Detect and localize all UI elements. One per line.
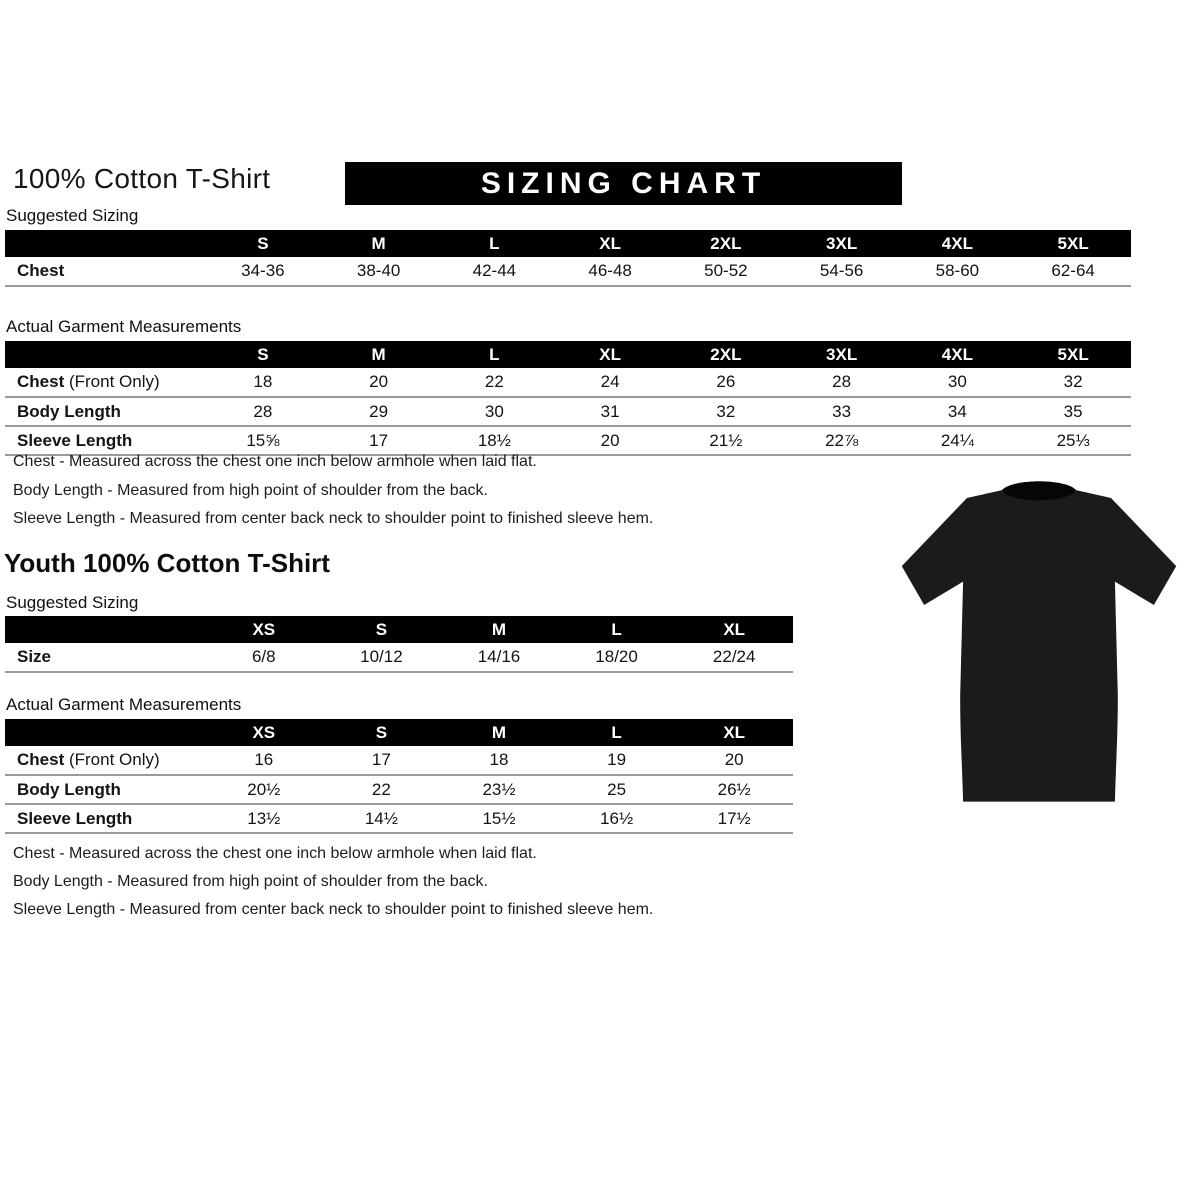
adult-actual-measurements-table <box>5 341 1131 456</box>
measurement-row <box>5 426 1131 455</box>
measurement-value-cell: 50-52 <box>668 257 784 286</box>
measurement-value-cell: 16 <box>205 746 323 775</box>
measurement-value-cell: 30 <box>900 368 1016 397</box>
measurement-value-cell: 18 <box>440 746 558 775</box>
measurement-row <box>5 368 1131 397</box>
measurement-value-cell: 30 <box>437 397 553 426</box>
adult-suggested-sizing-table <box>5 230 1131 287</box>
measurement-value-cell: 29 <box>321 397 437 426</box>
measurement-value-cell: 31 <box>552 397 668 426</box>
measurement-value-cell: 33 <box>784 397 900 426</box>
size-column-header: XS <box>205 719 323 746</box>
header-label-cell <box>5 719 205 746</box>
measurement-row <box>5 257 1131 286</box>
measurement-value-cell: 14½ <box>323 804 441 833</box>
size-column-header: XL <box>552 341 668 368</box>
adult-actual-measurements-label: Actual Garment Measurements <box>6 317 242 336</box>
measurement-value-cell: 17 <box>321 426 437 455</box>
row-label-cell: Sleeve Length <box>5 426 205 455</box>
measurement-value-cell: 20 <box>321 368 437 397</box>
size-header-row <box>5 230 1131 257</box>
measurement-value-cell: 22 <box>437 368 553 397</box>
size-column-header: M <box>321 230 437 257</box>
size-header-row <box>5 719 793 746</box>
size-column-header: S <box>323 719 441 746</box>
measurement-value-cell: 18½ <box>437 426 553 455</box>
adult-product-title: 100% Cotton T-Shirt <box>13 163 271 194</box>
size-column-header: L <box>437 341 553 368</box>
measurement-value-cell: 34 <box>900 397 1016 426</box>
size-column-header: XL <box>552 230 668 257</box>
measurement-value-cell: 28 <box>205 397 321 426</box>
measurement-value-cell: 15½ <box>440 804 558 833</box>
measurement-value-cell: 34-36 <box>205 257 321 286</box>
measurement-value-cell: 20½ <box>205 775 323 804</box>
measurement-value-cell: 25 <box>558 775 676 804</box>
measurement-value-cell: 62-64 <box>1015 257 1131 286</box>
size-column-header: XL <box>675 616 793 643</box>
sizing-chart-banner <box>345 162 902 205</box>
measurement-value-cell: 10/12 <box>323 643 441 672</box>
size-header-row <box>5 341 1131 368</box>
measurement-value-cell: 32 <box>1015 368 1131 397</box>
measurement-value-cell: 6/8 <box>205 643 323 672</box>
size-column-header: S <box>323 616 441 643</box>
measurement-row <box>5 804 793 833</box>
youth-actual-measurements-table <box>5 719 793 834</box>
measurement-value-cell: 26½ <box>675 775 793 804</box>
header-label-cell <box>5 616 205 643</box>
size-column-header: L <box>558 616 676 643</box>
measurement-value-cell: 21½ <box>668 426 784 455</box>
youth-suggested-sizing-label: Suggested Sizing <box>6 593 139 612</box>
size-column-header: 2XL <box>668 230 784 257</box>
size-column-header: XS <box>205 616 323 643</box>
size-column-header: 2XL <box>668 341 784 368</box>
adult-note-sleeve-length: Sleeve Length - Measured from center back neck to shoulder point to finished sleeve hem. <box>13 510 654 527</box>
row-label-cell: Chest (Front Only) <box>5 368 205 397</box>
youth-suggested-sizing-table <box>5 616 793 673</box>
row-label-cell: Sleeve Length <box>5 804 205 833</box>
measurement-value-cell: 54-56 <box>784 257 900 286</box>
measurement-value-cell: 18 <box>205 368 321 397</box>
size-column-header: 5XL <box>1015 341 1131 368</box>
row-label-cell: Body Length <box>5 775 205 804</box>
size-column-header: 4XL <box>900 341 1016 368</box>
black-tshirt-image <box>893 472 1185 812</box>
measurement-value-cell: 24¼ <box>900 426 1016 455</box>
youth-note-body-length: Body Length - Measured from high point of shoulder from the back. <box>13 873 488 890</box>
row-label-cell: Chest <box>5 257 205 286</box>
youth-actual-measurements-label: Actual Garment Measurements <box>6 695 242 714</box>
measurement-value-cell: 16½ <box>558 804 676 833</box>
measurement-value-cell: 35 <box>1015 397 1131 426</box>
measurement-value-cell: 32 <box>668 397 784 426</box>
measurement-value-cell: 13½ <box>205 804 323 833</box>
measurement-value-cell: 23½ <box>440 775 558 804</box>
tshirt-body <box>902 481 1176 801</box>
measurement-value-cell: 14/16 <box>440 643 558 672</box>
row-label-cell: Chest (Front Only) <box>5 746 205 775</box>
size-column-header: S <box>205 230 321 257</box>
row-label-cell: Body Length <box>5 397 205 426</box>
size-column-header: M <box>440 719 558 746</box>
measurement-value-cell: 22⅞ <box>784 426 900 455</box>
size-column-header: 4XL <box>900 230 1016 257</box>
size-column-header: 3XL <box>784 230 900 257</box>
measurement-row <box>5 746 793 775</box>
measurement-value-cell: 25⅓ <box>1015 426 1131 455</box>
sizing-chart-banner-title: SIZING CHART <box>480 166 767 200</box>
measurement-value-cell: 26 <box>668 368 784 397</box>
measurement-value-cell: 24 <box>552 368 668 397</box>
youth-note-sleeve-length: Sleeve Length - Measured from center back neck to shoulder point to finished sleeve hem. <box>13 901 654 918</box>
size-column-header: S <box>205 341 321 368</box>
measurement-value-cell: 42-44 <box>437 257 553 286</box>
measurement-value-cell: 22/24 <box>675 643 793 672</box>
measurement-row <box>5 643 793 672</box>
measurement-value-cell: 38-40 <box>321 257 437 286</box>
measurement-value-cell: 17 <box>323 746 441 775</box>
measurement-value-cell: 20 <box>675 746 793 775</box>
measurement-value-cell: 58-60 <box>900 257 1016 286</box>
adult-note-chest: Chest - Measured across the chest one inch below armhole when laid flat. <box>13 453 537 470</box>
measurement-value-cell: 15⅝ <box>205 426 321 455</box>
youth-note-chest: Chest - Measured across the chest one inch below armhole when laid flat. <box>13 845 537 862</box>
measurement-value-cell: 18/20 <box>558 643 676 672</box>
measurement-row <box>5 397 1131 426</box>
header-label-cell <box>5 230 205 257</box>
size-column-header: L <box>558 719 676 746</box>
measurement-value-cell: 20 <box>552 426 668 455</box>
measurement-value-cell: 19 <box>558 746 676 775</box>
size-header-row <box>5 616 793 643</box>
youth-product-title: Youth 100% Cotton T-Shirt <box>4 548 330 578</box>
row-label-cell: Size <box>5 643 205 672</box>
header-label-cell <box>5 341 205 368</box>
measurement-value-cell: 46-48 <box>552 257 668 286</box>
adult-note-body-length: Body Length - Measured from high point of shoulder from the back. <box>13 482 488 499</box>
measurement-value-cell: 22 <box>323 775 441 804</box>
size-column-header: L <box>437 230 553 257</box>
size-column-header: M <box>440 616 558 643</box>
size-column-header: M <box>321 341 437 368</box>
size-column-header: XL <box>675 719 793 746</box>
adult-suggested-sizing-label: Suggested Sizing <box>6 206 139 225</box>
measurement-value-cell: 17½ <box>675 804 793 833</box>
size-column-header: 3XL <box>784 341 900 368</box>
size-column-header: 5XL <box>1015 230 1131 257</box>
measurement-value-cell: 28 <box>784 368 900 397</box>
measurement-row <box>5 775 793 804</box>
